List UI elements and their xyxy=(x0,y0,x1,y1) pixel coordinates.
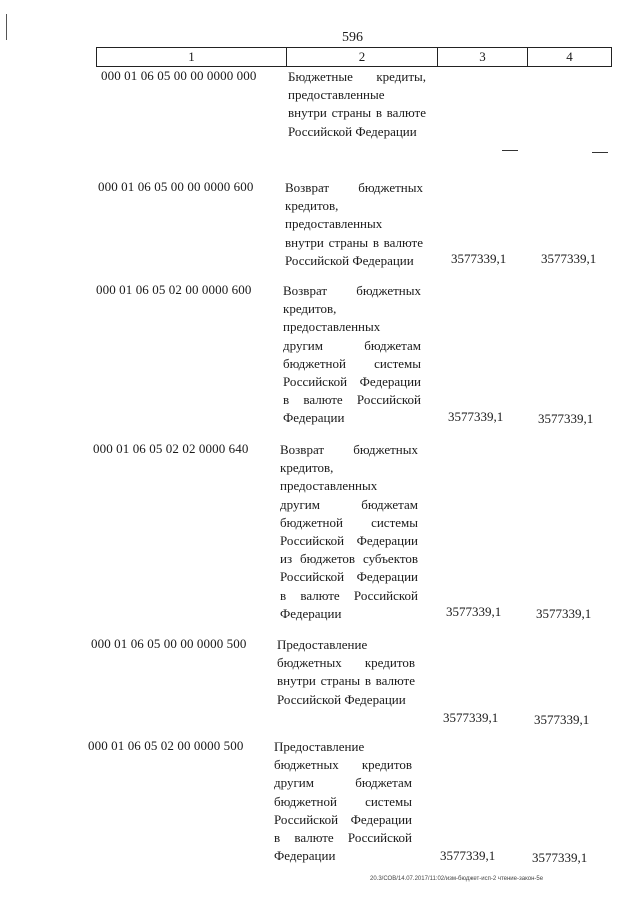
header-col-2: 2 xyxy=(287,48,438,66)
footer-stamp: 20.3/СОВ/14.07.2017/11:02/изм-бюджет-исп-2 чтение-закон-5е xyxy=(370,876,544,882)
row-value-col3-dash xyxy=(502,150,518,151)
margin-mark xyxy=(6,14,7,40)
row-value-col4: 3577339,1 xyxy=(538,411,594,426)
row-value-col4-dash xyxy=(592,152,608,153)
header-col-1: 1 xyxy=(97,48,287,66)
table-header xyxy=(96,47,612,67)
row-code: 000 01 06 05 00 00 0000 600 xyxy=(98,179,254,194)
header-col-4: 4 xyxy=(566,49,573,64)
row-value-col4: 3577339,1 xyxy=(536,606,592,621)
row-value-col4: 3577339,1 xyxy=(532,850,588,865)
row-value-col3: 3577339,1 xyxy=(443,710,499,725)
row-value-col4: 3577339,1 xyxy=(534,712,590,727)
row-description: Возврат бюджетных кредитов, предоставленных другим бюджетам бюджетной системы Российской Федерации из бюджетов субъектов Российской Федерации в валюте Российской Федерации xyxy=(280,442,418,621)
row-description: Бюджетные кредиты, предоставленные внутри страны в валюте Российской Федерации xyxy=(288,69,426,139)
row-description: Возврат бюджетных кредитов, предоставленных другим бюджетам бюджетной системы Российской Федерации в валюте Российской Федерации xyxy=(283,283,421,426)
row-code: 000 01 06 05 00 00 0000 500 xyxy=(91,636,247,651)
row-value-col4: 3577339,1 xyxy=(541,251,597,266)
row-description: Предоставление бюджетных кредитов внутри страны в валюте Российской Федерации xyxy=(277,637,415,707)
row-code: 000 01 06 05 02 00 0000 600 xyxy=(96,282,252,297)
row-value-col3: 3577339,1 xyxy=(451,251,507,266)
row-description: Возврат бюджетных кредитов, предоставленных внутри страны в валюте Российской Федерации xyxy=(285,180,423,268)
row-value-col3: 3577339,1 xyxy=(440,848,496,863)
row-code: 000 01 06 05 02 00 0000 500 xyxy=(88,738,244,753)
page-number: 596 xyxy=(342,30,363,45)
header-col-3: 3 xyxy=(438,48,528,66)
row-value-col3: 3577339,1 xyxy=(448,409,504,424)
row-value-col3: 3577339,1 xyxy=(446,604,502,619)
row-description: Предоставление бюджетных кредитов другим бюджетам бюджетной системы Российской Федерации в валюте Российской Федерации xyxy=(274,739,412,864)
row-code: 000 01 06 05 02 02 0000 640 xyxy=(93,441,249,456)
row-code: 000 01 06 05 00 00 0000 000 xyxy=(101,68,257,83)
